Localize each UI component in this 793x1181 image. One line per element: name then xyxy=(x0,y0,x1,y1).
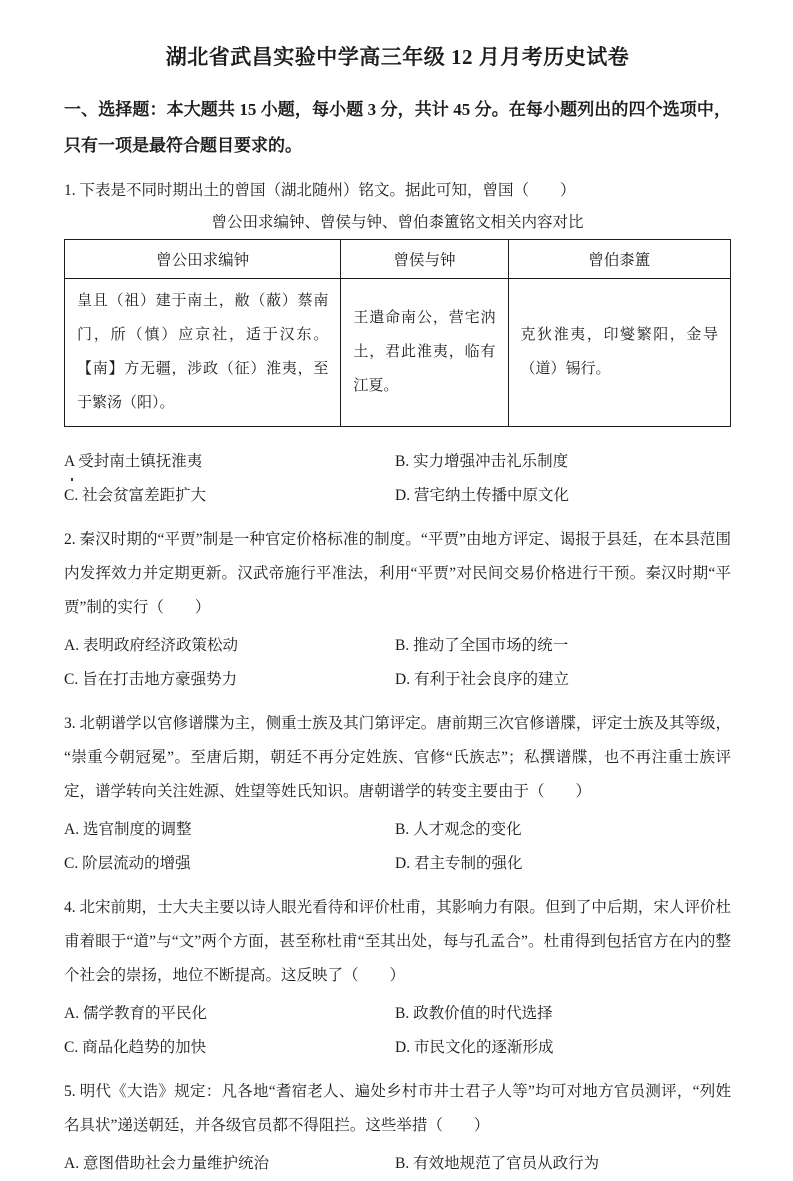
question-1-table-caption: 曾公田求编钟、曾侯与钟、曾伯桼簠铭文相关内容对比 xyxy=(211,214,584,231)
option-d: D. 君主专制的强化 xyxy=(395,855,523,872)
question-3-options xyxy=(64,813,731,881)
option-a xyxy=(64,445,395,479)
section-intro: 一、选择题：本大题共 15 小题，每小题 3 分，共计 45 分。在每小题列出的四个选项中，只有一项是最符合题目要求的。 xyxy=(64,100,731,155)
question-4-stem: 4. 北宋前期，士大夫主要以诗人眼光看待和评价杜甫，其影响力有限。但到了中后期，宋人评价杜甫着眼于“道”与“文”两个方面，甚至称杜甫“至其出处，每与孔孟合”。杜甫得到包括官方在内的整个社会的崇扬，地位不断提高。这反映了（ ） xyxy=(64,899,731,984)
question-2-stem: 2. 秦汉时期的“平贾”制是一种官定价格标准的制度。“平贾”由地方评定、谒报于县廷，在本县范围内发挥效力并定期更新。汉武帝施行平准法，利用“平贾”对民间交易价格进行干预。秦汉时期“平贾”制的实行（ ） xyxy=(64,531,731,616)
question-2 xyxy=(64,523,731,697)
question-5-stem: 5. 明代《大诰》规定：凡各地“耆宿老人、遍处乡村市井士君子人等”均可对地方官员测评，“列姓名具状”递送朝廷，并各级官员都不得阻拦。这些举措（ ） xyxy=(64,1083,731,1134)
question-1 xyxy=(64,174,731,513)
option-c: C. 商品化趋势的加快 xyxy=(64,1039,207,1056)
option-a: A. 选官制度的调整 xyxy=(64,821,192,838)
table-row xyxy=(65,279,731,427)
option-c: C. 阶层流动的增强 xyxy=(64,855,191,872)
question-1-options xyxy=(64,445,731,513)
question-4 xyxy=(64,891,731,1065)
table-header-cell: 曾公田求编钟 xyxy=(65,240,341,279)
option-c: C. 社会贫富差距扩大 xyxy=(64,487,207,504)
page-title: 湖北省武昌实验中学高三年级 12 月月考历史试卷 xyxy=(165,45,630,69)
option-b: B. 人才观念的变化 xyxy=(395,821,522,838)
option-d: D. 市民文化的逐渐形成 xyxy=(395,1039,554,1056)
question-2-options xyxy=(64,629,731,697)
option-b: B. 实力增强冲击礼乐制度 xyxy=(395,453,569,470)
table-header-row xyxy=(65,240,731,279)
option-b: B. 有效地规范了官员从政行为 xyxy=(395,1155,600,1172)
option-a: A. 表明政府经济政策松动 xyxy=(64,637,238,654)
option-a-label: A 受封南土镇抚淮夷 xyxy=(64,453,203,470)
question-1-stem: 1. 下表是不同时期出土的曾国（湖北随州）铭文。据此可知，曾国（ ） xyxy=(64,182,576,199)
option-b: B. 政教价值的时代选择 xyxy=(395,1005,553,1022)
option-d: D. 有利于社会良序的建立 xyxy=(395,671,569,688)
table-header-cell: 曾伯桼簠 xyxy=(508,240,730,279)
question-3-stem: 3. 北朝谱学以官修谱牒为主，侧重士族及其门第评定。唐前期三次官修谱牒，评定士族及其等级，“崇重今朝冠冕”。至唐后期，朝廷不再分定姓族、官修“氏族志”；私撰谱牒，也不再注重士族评定，谱学转向关注姓源、姓望等姓氏知识。唐朝谱学的转变主要由于（ ） xyxy=(64,715,731,800)
option-a: A. 儒学教育的平民化 xyxy=(64,1005,207,1022)
option-b: B. 推动了全国市场的统一 xyxy=(395,637,569,654)
option-a: A. 意图借助社会力量维护统治 xyxy=(64,1155,269,1172)
option-c: C. 旨在打击地方豪强势力 xyxy=(64,671,238,688)
table-cell: 王遣命南公，营宅汭土，君此淮夷，临有江夏。 xyxy=(341,279,508,427)
option-d: D. 营宅纳土传播中原文化 xyxy=(395,487,569,504)
table-cell: 克狄淮夷，印燮繁阳，金导（道）锡行。 xyxy=(508,279,730,427)
question-5-options xyxy=(64,1147,731,1181)
question-4-options xyxy=(64,997,731,1065)
question-5 xyxy=(64,1075,731,1181)
table-cell: 皇且（祖）建于南土，敝（蔽）蔡南门，斦（慎）应京社，适于汉东。【南】方无疆，涉政（征）淮夷，至于繁汤（阳）。 xyxy=(65,279,341,427)
table-header-cell: 曾侯与钟 xyxy=(341,240,508,279)
question-3 xyxy=(64,707,731,881)
inscription-comparison-table xyxy=(64,239,731,427)
